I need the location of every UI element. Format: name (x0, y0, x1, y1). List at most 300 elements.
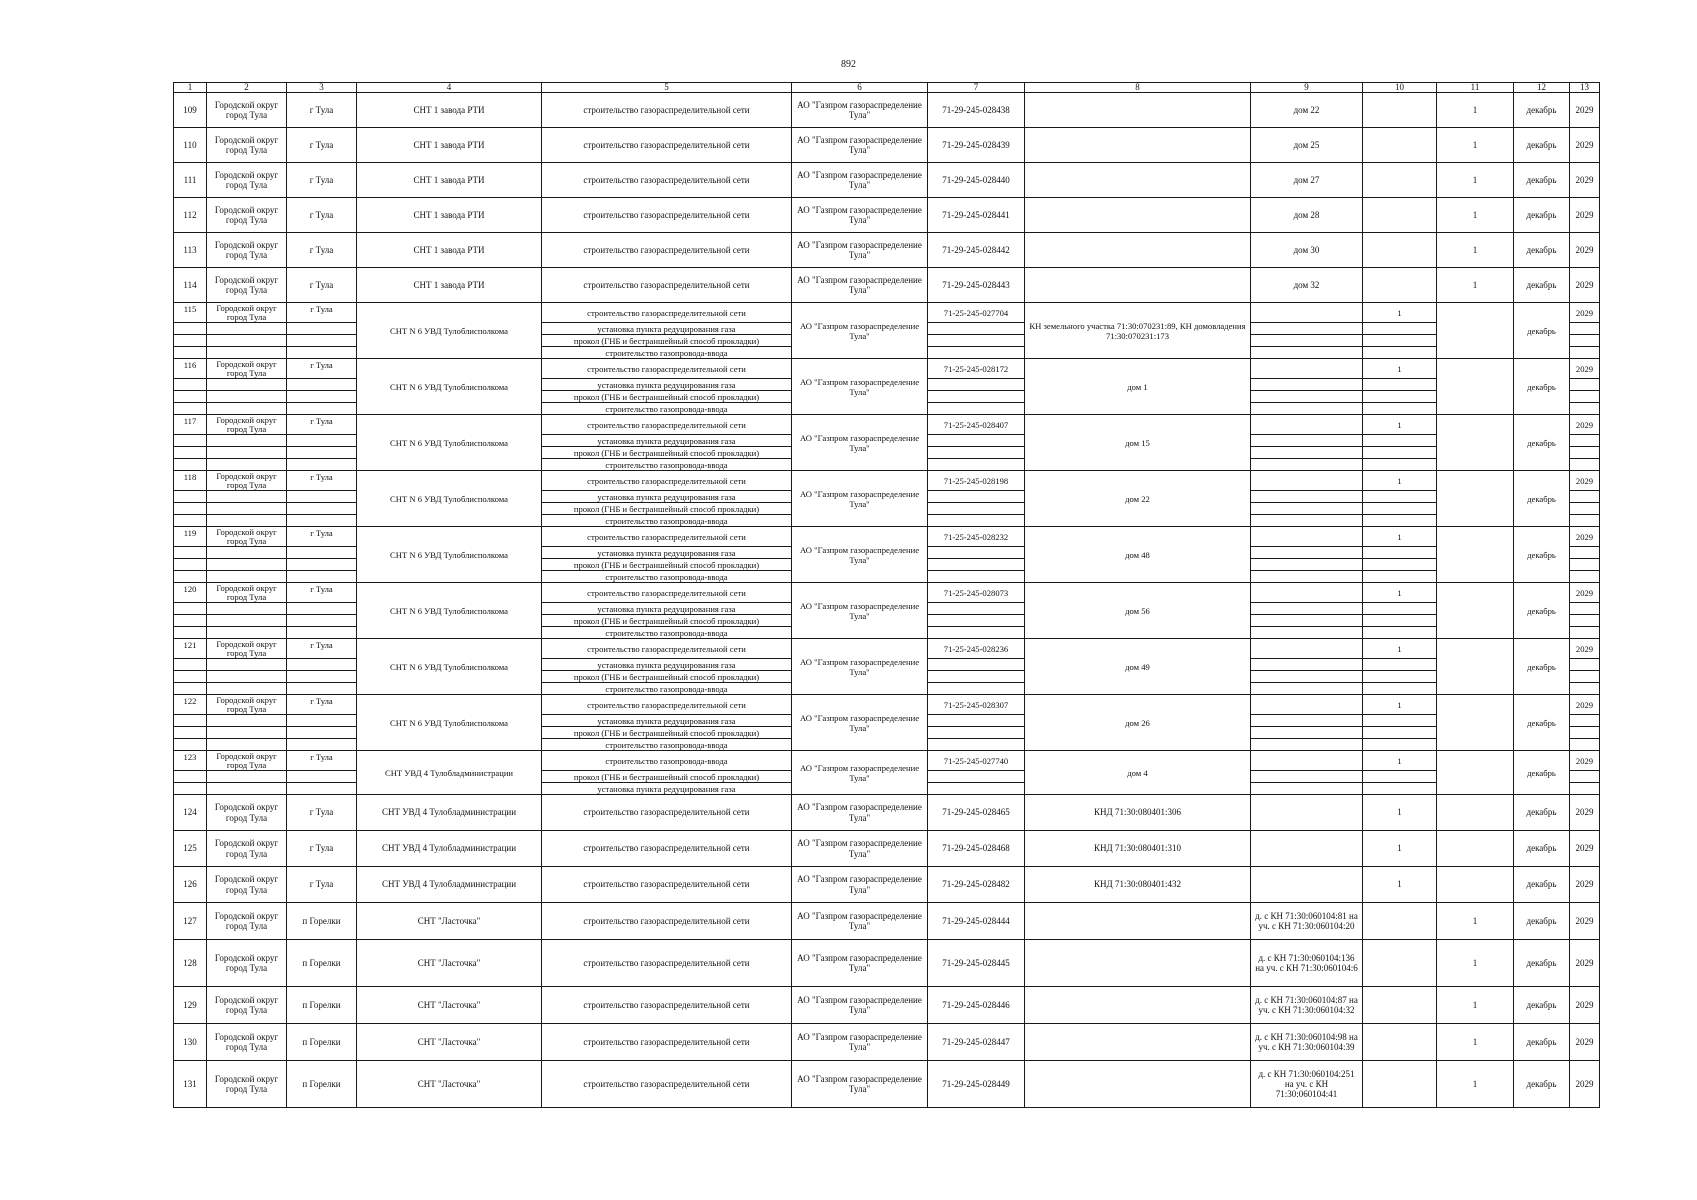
count-cell-10: 1 (1363, 795, 1437, 831)
organization-cell: АО "Газпром газораспределение Тула" (792, 831, 928, 867)
district-cell: Городской округ город Тула (207, 1024, 287, 1061)
district-cell: Городской округ город Тула (207, 940, 287, 987)
settlement-cell (287, 459, 357, 471)
work-type-cell: установка пункта редуцирования газа (542, 491, 792, 503)
house-cell (1251, 471, 1363, 491)
year-cell (1570, 615, 1600, 627)
month-cell: декабрь (1514, 751, 1570, 795)
row-number-cell (174, 771, 207, 783)
year-cell (1570, 559, 1600, 571)
settlement-cell (287, 715, 357, 727)
count-cell-10: 1 (1363, 303, 1437, 323)
house-cell (1251, 671, 1363, 683)
table-row (174, 695, 1600, 715)
district-cell (207, 659, 287, 671)
row-number-cell (174, 435, 207, 447)
code-cell (928, 771, 1025, 783)
work-type-cell: строительство газораспределительной сети (542, 268, 792, 303)
year-cell: 2029 (1570, 198, 1600, 233)
settlement-cell: г Тула (287, 198, 357, 233)
column-header: 11 (1437, 83, 1514, 93)
work-type-cell: строительство газораспределительной сети (542, 831, 792, 867)
settlement-cell (287, 659, 357, 671)
district-cell (207, 391, 287, 403)
row-number-cell: 120 (174, 583, 207, 603)
row-number-cell (174, 683, 207, 695)
settlement-cell (287, 783, 357, 795)
house-cell (1251, 559, 1363, 571)
house-cell (1251, 503, 1363, 515)
organization-cell: АО "Газпром газораспределение Тула" (792, 695, 928, 751)
organization-cell: АО "Газпром газораспределение Тула" (792, 527, 928, 583)
count-cell-11: 1 (1437, 93, 1514, 128)
work-type-cell: строительство газораспределительной сети (542, 639, 792, 659)
code-cell: 71-29-245-028439 (928, 128, 1025, 163)
row-number-cell: 123 (174, 751, 207, 771)
row-number-cell: 131 (174, 1061, 207, 1108)
row-number-cell (174, 459, 207, 471)
address-cell (1025, 128, 1251, 163)
year-cell: 2029 (1570, 233, 1600, 268)
work-type-cell: строительство газораспределительной сети (542, 903, 792, 940)
work-type-cell: прокол (ГНБ и бестраншейный способ прокладки) (542, 559, 792, 571)
count-cell-10: 1 (1363, 471, 1437, 491)
house-cell (1251, 415, 1363, 435)
object-cell: СНТ N 6 УВД Тулоблисполкома (357, 471, 542, 527)
year-cell (1570, 515, 1600, 527)
row-number-cell (174, 571, 207, 583)
month-cell: декабрь (1514, 163, 1570, 198)
house-cell (1251, 403, 1363, 415)
count-cell-10 (1363, 163, 1437, 198)
table-row (174, 198, 1600, 233)
code-cell (928, 335, 1025, 347)
year-cell: 2029 (1570, 639, 1600, 659)
settlement-cell (287, 603, 357, 615)
house-cell: д. с КН 71:30:060104:98 на уч. с КН 71:30:060104:39 (1251, 1024, 1363, 1061)
settlement-cell: г Тула (287, 471, 357, 491)
object-cell: СНТ 1 завода РТИ (357, 268, 542, 303)
count-cell-11 (1437, 751, 1514, 795)
house-cell (1251, 335, 1363, 347)
row-number-cell (174, 739, 207, 751)
count-cell-10 (1363, 903, 1437, 940)
row-number-cell (174, 559, 207, 571)
year-cell (1570, 683, 1600, 695)
district-cell: Городской округ город Тула (207, 198, 287, 233)
object-cell: СНТ 1 завода РТИ (357, 128, 542, 163)
month-cell: декабрь (1514, 831, 1570, 867)
district-cell: Городской округ город Тула (207, 1061, 287, 1108)
organization-cell: АО "Газпром газораспределение Тула" (792, 128, 928, 163)
year-cell: 2029 (1570, 867, 1600, 903)
count-cell-11 (1437, 867, 1514, 903)
object-cell: СНТ N 6 УВД Тулоблисполкома (357, 415, 542, 471)
count-cell-10 (1363, 128, 1437, 163)
organization-cell: АО "Газпром газораспределение Тула" (792, 198, 928, 233)
row-number-cell (174, 547, 207, 559)
settlement-cell (287, 403, 357, 415)
code-cell: 71-29-245-028444 (928, 903, 1025, 940)
code-cell: 71-25-245-027704 (928, 303, 1025, 323)
address-cell: КНД 71:30:080401:310 (1025, 831, 1251, 867)
house-cell (1251, 739, 1363, 751)
work-type-cell: строительство газопровода-ввода (542, 627, 792, 639)
count-cell-10 (1363, 503, 1437, 515)
row-number-cell (174, 783, 207, 795)
count-cell-11: 1 (1437, 128, 1514, 163)
code-cell: 71-29-245-028446 (928, 987, 1025, 1024)
object-cell: СНТ "Ласточка" (357, 940, 542, 987)
work-type-cell: строительство газораспределительной сети (542, 415, 792, 435)
table-row (174, 93, 1600, 128)
count-cell-11: 1 (1437, 940, 1514, 987)
month-cell: декабрь (1514, 583, 1570, 639)
organization-cell: АО "Газпром газораспределение Тула" (792, 795, 928, 831)
count-cell-10 (1363, 1024, 1437, 1061)
work-type-cell: прокол (ГНБ и бестраншейный способ прокладки) (542, 503, 792, 515)
count-cell-10 (1363, 323, 1437, 335)
column-header: 7 (928, 83, 1025, 93)
address-cell: дом 48 (1025, 527, 1251, 583)
count-cell-10 (1363, 1061, 1437, 1108)
month-cell: декабрь (1514, 471, 1570, 527)
object-cell: СНТ N 6 УВД Тулоблисполкома (357, 639, 542, 695)
page-number: 892 (841, 59, 856, 70)
count-cell-10: 1 (1363, 831, 1437, 867)
count-cell-10 (1363, 603, 1437, 615)
row-number-cell: 119 (174, 527, 207, 547)
code-cell: 71-29-245-028482 (928, 867, 1025, 903)
work-type-cell: строительство газораспределительной сети (542, 128, 792, 163)
object-cell: СНТ N 6 УВД Тулоблисполкома (357, 303, 542, 359)
table-row (174, 527, 1600, 547)
year-cell (1570, 503, 1600, 515)
work-type-cell: строительство газопровода-ввода (542, 403, 792, 415)
table-row (174, 867, 1600, 903)
table-row (174, 940, 1600, 987)
work-type-cell: строительство газопровода-ввода (542, 751, 792, 771)
code-cell: 71-25-245-028232 (928, 527, 1025, 547)
district-cell (207, 727, 287, 739)
count-cell-11 (1437, 303, 1514, 359)
district-cell (207, 603, 287, 615)
code-cell: 71-25-245-028407 (928, 415, 1025, 435)
object-cell: СНТ 1 завода РТИ (357, 93, 542, 128)
count-cell-11: 1 (1437, 163, 1514, 198)
organization-cell: АО "Газпром газораспределение Тула" (792, 471, 928, 527)
count-cell-10: 1 (1363, 415, 1437, 435)
work-type-cell: строительство газораспределительной сети (542, 93, 792, 128)
code-cell (928, 671, 1025, 683)
house-cell: дом 22 (1251, 93, 1363, 128)
settlement-cell (287, 627, 357, 639)
district-cell (207, 459, 287, 471)
settlement-cell: г Тула (287, 751, 357, 771)
district-cell: Городской округ город Тула (207, 795, 287, 831)
column-header: 10 (1363, 83, 1437, 93)
code-cell (928, 715, 1025, 727)
month-cell: декабрь (1514, 639, 1570, 695)
code-cell (928, 379, 1025, 391)
row-number-cell: 126 (174, 867, 207, 903)
year-cell (1570, 571, 1600, 583)
work-type-cell: строительство газопровода-ввода (542, 515, 792, 527)
count-cell-10 (1363, 571, 1437, 583)
settlement-cell (287, 503, 357, 515)
table-row (174, 303, 1600, 323)
address-cell (1025, 1024, 1251, 1061)
district-cell (207, 335, 287, 347)
district-cell: Городской округ город Тула (207, 93, 287, 128)
count-cell-10: 1 (1363, 695, 1437, 715)
code-cell: 71-29-245-028443 (928, 268, 1025, 303)
code-cell: 71-29-245-028441 (928, 198, 1025, 233)
column-header: 13 (1570, 83, 1600, 93)
organization-cell: АО "Газпром газораспределение Тула" (792, 415, 928, 471)
count-cell-10: 1 (1363, 867, 1437, 903)
row-number-cell (174, 671, 207, 683)
house-cell: дом 27 (1251, 163, 1363, 198)
year-cell (1570, 335, 1600, 347)
district-cell (207, 671, 287, 683)
column-header: 3 (287, 83, 357, 93)
year-cell: 2029 (1570, 831, 1600, 867)
count-cell-11 (1437, 527, 1514, 583)
address-cell: дом 22 (1025, 471, 1251, 527)
column-header: 1 (174, 83, 207, 93)
count-cell-11 (1437, 471, 1514, 527)
row-number-cell (174, 603, 207, 615)
code-cell: 71-29-245-028440 (928, 163, 1025, 198)
table-row (174, 1024, 1600, 1061)
month-cell: декабрь (1514, 303, 1570, 359)
house-cell (1251, 715, 1363, 727)
month-cell: декабрь (1514, 415, 1570, 471)
object-cell: СНТ N 6 УВД Тулоблисполкома (357, 695, 542, 751)
settlement-cell: п Горелки (287, 940, 357, 987)
address-cell (1025, 198, 1251, 233)
house-cell: д. с КН 71:30:060104:136 на уч. с КН 71:30:060104:6 (1251, 940, 1363, 987)
work-type-cell: строительство газопровода-ввода (542, 683, 792, 695)
row-number-cell (174, 335, 207, 347)
organization-cell: АО "Газпром газораспределение Тула" (792, 867, 928, 903)
address-cell: КН земельного участка 71:30:070231:89, КН домовладения 71:30:070231:173 (1025, 303, 1251, 359)
house-cell: дом 30 (1251, 233, 1363, 268)
table-row (174, 415, 1600, 435)
count-cell-11 (1437, 831, 1514, 867)
district-cell: Городской округ город Тула (207, 415, 287, 435)
organization-cell: АО "Газпром газораспределение Тула" (792, 751, 928, 795)
organization-cell: АО "Газпром газораспределение Тула" (792, 1024, 928, 1061)
count-cell-10 (1363, 615, 1437, 627)
house-cell (1251, 867, 1363, 903)
code-cell (928, 491, 1025, 503)
settlement-cell: п Горелки (287, 1061, 357, 1108)
year-cell (1570, 403, 1600, 415)
work-type-cell: прокол (ГНБ и бестраншейный способ прокладки) (542, 671, 792, 683)
settlement-cell (287, 683, 357, 695)
settlement-cell (287, 727, 357, 739)
work-type-cell: установка пункта редуцирования газа (542, 323, 792, 335)
work-type-cell: строительство газопровода-ввода (542, 347, 792, 359)
address-cell (1025, 987, 1251, 1024)
column-header: 8 (1025, 83, 1251, 93)
row-number-cell (174, 615, 207, 627)
row-number-cell (174, 347, 207, 359)
settlement-cell: п Горелки (287, 903, 357, 940)
row-number-cell (174, 515, 207, 527)
settlement-cell: г Тула (287, 359, 357, 379)
year-cell (1570, 447, 1600, 459)
year-cell (1570, 347, 1600, 359)
district-cell: Городской округ город Тула (207, 987, 287, 1024)
address-cell (1025, 93, 1251, 128)
year-cell: 2029 (1570, 1061, 1600, 1108)
year-cell (1570, 547, 1600, 559)
year-cell: 2029 (1570, 695, 1600, 715)
district-cell: Городской округ город Тула (207, 303, 287, 323)
count-cell-11 (1437, 639, 1514, 695)
table-row (174, 987, 1600, 1024)
house-cell (1251, 347, 1363, 359)
code-cell (928, 323, 1025, 335)
row-number-cell (174, 323, 207, 335)
object-cell: СНТ УВД 4 Тулобладминистрации (357, 867, 542, 903)
house-cell (1251, 639, 1363, 659)
settlement-cell: г Тула (287, 867, 357, 903)
table-row (174, 583, 1600, 603)
code-cell: 71-29-245-028445 (928, 940, 1025, 987)
month-cell: декабрь (1514, 198, 1570, 233)
house-cell (1251, 571, 1363, 583)
organization-cell: АО "Газпром газораспределение Тула" (792, 639, 928, 695)
count-cell-10 (1363, 335, 1437, 347)
month-cell: декабрь (1514, 233, 1570, 268)
district-cell: Городской округ город Тула (207, 163, 287, 198)
year-cell: 2029 (1570, 163, 1600, 198)
row-number-cell: 127 (174, 903, 207, 940)
settlement-cell: г Тула (287, 639, 357, 659)
year-cell (1570, 627, 1600, 639)
district-cell (207, 403, 287, 415)
district-cell: Городской округ город Тула (207, 903, 287, 940)
year-cell: 2029 (1570, 471, 1600, 491)
row-number-cell (174, 403, 207, 415)
settlement-cell: г Тула (287, 415, 357, 435)
row-number-cell (174, 627, 207, 639)
month-cell: декабрь (1514, 359, 1570, 415)
object-cell: СНТ 1 завода РТИ (357, 198, 542, 233)
house-cell (1251, 683, 1363, 695)
table-row (174, 751, 1600, 771)
code-cell: 71-29-245-028468 (928, 831, 1025, 867)
object-cell: СНТ 1 завода РТИ (357, 233, 542, 268)
code-cell: 71-25-245-028198 (928, 471, 1025, 491)
work-type-cell: строительство газораспределительной сети (542, 583, 792, 603)
work-type-cell: строительство газораспределительной сети (542, 233, 792, 268)
settlement-cell: п Горелки (287, 987, 357, 1024)
work-type-cell: установка пункта редуцирования газа (542, 715, 792, 727)
district-cell: Городской округ город Тула (207, 268, 287, 303)
year-cell: 2029 (1570, 795, 1600, 831)
work-type-cell: установка пункта редуцирования газа (542, 603, 792, 615)
count-cell-11: 1 (1437, 1024, 1514, 1061)
table-row (174, 903, 1600, 940)
row-number-cell: 129 (174, 987, 207, 1024)
year-cell: 2029 (1570, 93, 1600, 128)
house-cell (1251, 771, 1363, 783)
count-cell-10 (1363, 233, 1437, 268)
organization-cell: АО "Газпром газораспределение Тула" (792, 268, 928, 303)
year-cell: 2029 (1570, 527, 1600, 547)
count-cell-11 (1437, 583, 1514, 639)
object-cell: СНТ "Ласточка" (357, 1061, 542, 1108)
work-type-cell: прокол (ГНБ и бестраншейный способ прокладки) (542, 615, 792, 627)
district-cell (207, 571, 287, 583)
month-cell: декабрь (1514, 867, 1570, 903)
district-cell (207, 447, 287, 459)
code-cell: 71-25-245-027740 (928, 751, 1025, 771)
settlement-cell: г Тула (287, 831, 357, 867)
code-cell: 71-29-245-028465 (928, 795, 1025, 831)
district-cell (207, 715, 287, 727)
settlement-cell (287, 671, 357, 683)
district-cell (207, 491, 287, 503)
table-row (174, 268, 1600, 303)
code-cell (928, 683, 1025, 695)
object-cell: СНТ N 6 УВД Тулоблисполкома (357, 583, 542, 639)
row-number-cell (174, 391, 207, 403)
count-cell-11: 1 (1437, 1061, 1514, 1108)
work-type-cell: строительство газопровода-ввода (542, 739, 792, 751)
table-row (174, 163, 1600, 198)
year-cell (1570, 671, 1600, 683)
settlement-cell: г Тула (287, 163, 357, 198)
settlement-cell (287, 771, 357, 783)
count-cell-11 (1437, 415, 1514, 471)
house-cell (1251, 491, 1363, 503)
year-cell (1570, 603, 1600, 615)
work-type-cell: строительство газораспределительной сети (542, 303, 792, 323)
row-number-cell (174, 659, 207, 671)
count-cell-10 (1363, 783, 1437, 795)
month-cell: декабрь (1514, 1024, 1570, 1061)
code-cell (928, 783, 1025, 795)
month-cell: декабрь (1514, 93, 1570, 128)
row-number-cell: 111 (174, 163, 207, 198)
year-cell (1570, 491, 1600, 503)
year-cell: 2029 (1570, 303, 1600, 323)
year-cell: 2029 (1570, 940, 1600, 987)
table-row (174, 831, 1600, 867)
work-type-cell: установка пункта редуцирования газа (542, 435, 792, 447)
object-cell: СНТ 1 завода РТИ (357, 163, 542, 198)
settlement-cell: г Тула (287, 128, 357, 163)
work-type-cell: строительство газораспределительной сети (542, 695, 792, 715)
code-cell (928, 627, 1025, 639)
address-cell (1025, 163, 1251, 198)
house-cell (1251, 751, 1363, 771)
count-cell-10: 1 (1363, 583, 1437, 603)
address-cell: КНД 71:30:080401:306 (1025, 795, 1251, 831)
address-cell: дом 49 (1025, 639, 1251, 695)
year-cell (1570, 379, 1600, 391)
row-number-cell (174, 715, 207, 727)
settlement-cell (287, 547, 357, 559)
organization-cell: АО "Газпром газораспределение Тула" (792, 583, 928, 639)
code-cell (928, 547, 1025, 559)
